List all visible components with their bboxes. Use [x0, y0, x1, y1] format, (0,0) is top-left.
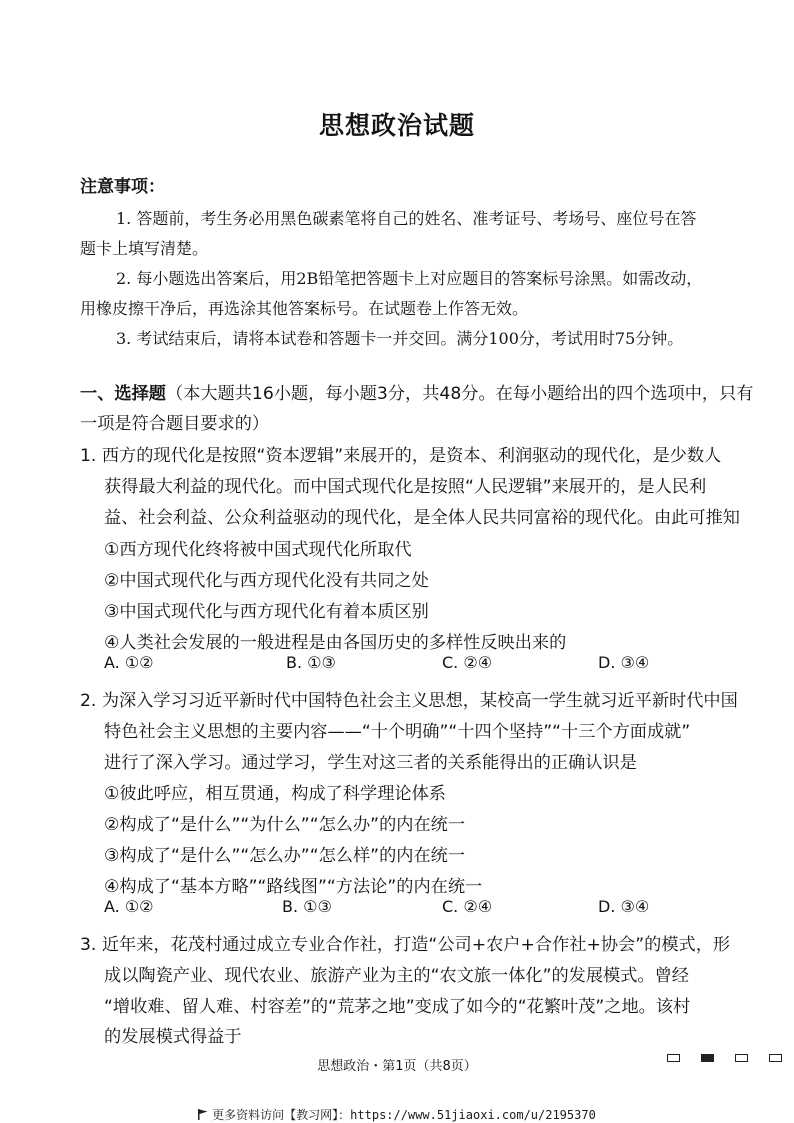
page-marker-box	[735, 1054, 748, 1062]
section-description-line-2: 一项是符合题目要求的）	[80, 414, 270, 434]
page-footer: 思想政治・第1页（共8页）	[317, 1059, 477, 1074]
notice-item-1-line-2: 题卡上填写清楚。	[80, 239, 209, 258]
page-marker-box	[667, 1054, 680, 1062]
question-1-item-4: ④人类社会发展的一般进程是由各国历史的多样性反映出来的	[104, 633, 567, 653]
question-2-item-3: ③构成了“是什么”“怎么办”“怎么样”的内在统一	[104, 846, 466, 866]
page-marker-box	[769, 1054, 782, 1062]
page-marker-box-filled	[701, 1054, 714, 1062]
question-1-stem-line-3: 益、社会利益、公众利益驱动的现代化，是全体人民共同富裕的现代化。由此可推知	[104, 508, 740, 528]
question-1-option-b: B. ①③	[286, 653, 336, 672]
notice-item-2-line-1: 2. 每小题选出答案后，用2B铅笔把答题卡上对应题目的答案标号涂黑。如需改动，	[116, 269, 703, 288]
question-2-option-c: C. ②④	[442, 897, 493, 916]
section-heading: 一、选择题	[80, 384, 166, 404]
flag-icon	[198, 1109, 208, 1120]
section-description: （本大题共16小题，每小题3分，共48分。在每小题给出的四个选项中，只有	[165, 384, 754, 404]
section-heading-line	[80, 379, 753, 404]
question-2-item-1: ①彼此呼应，相互贯通，构成了科学理论体系	[104, 784, 446, 804]
question-1-stem-line-2: 获得最大利益的现代化。而中国式现代化是按照“人民逻辑”来展开的，是人民利	[104, 477, 707, 497]
page-title: 思想政治试题	[318, 111, 475, 140]
notice-item-1-line-1: 1. 答题前，考生务必用黑色碳素笔将自己的姓名、准考证号、考场号、座位号在答	[116, 209, 697, 228]
resource-link-text[interactable]: 更多资料访问【教习网】：https://www.51jiaoxi.com/u/2195370	[212, 1108, 596, 1122]
question-1-item-2: ②中国式现代化与西方现代化没有共同之处	[104, 571, 429, 591]
question-1-option-a: A. ①②	[104, 653, 154, 672]
question-3-stem-line-3: “增收难、留人难、村容差”的“荒茅之地”变成了如今的“花繁叶茂”之地。该村	[104, 997, 691, 1017]
resource-link-line[interactable]	[0, 1106, 794, 1123]
question-3-stem-line-4: 的发展模式得益于	[104, 1027, 242, 1047]
question-2-stem-line-2: 特色社会主义思想的主要内容——“十个明确”“十四个坚持”“十三个方面成就”	[104, 722, 691, 742]
notice-heading: 注意事项：	[80, 177, 165, 197]
question-1-option-c: C. ②④	[442, 653, 493, 672]
question-2-option-b: B. ①③	[282, 897, 332, 916]
question-1-item-3: ③中国式现代化与西方现代化有着本质区别	[104, 602, 429, 622]
question-2-item-2: ②构成了“是什么”“为什么”“怎么办”的内在统一	[104, 815, 466, 835]
question-1-item-1: ①西方现代化终将被中国式现代化所取代	[104, 540, 412, 560]
question-2-item-4: ④构成了“基本方略”“路线图”“方法论”的内在统一	[104, 877, 483, 897]
question-3-stem-line-2: 成以陶瓷产业、现代农业、旅游产业为主的“农文旅一体化”的发展模式。曾经	[104, 966, 689, 986]
question-1-stem-line-1: 1. 西方的现代化是按照“资本逻辑”来展开的，是资本、利润驱动的现代化，是少数人	[80, 446, 722, 466]
question-2-stem-line-1: 2. 为深入学习习近平新时代中国特色社会主义思想，某校高一学生就习近平新时代中国	[80, 691, 738, 711]
question-1-option-d: D. ③④	[598, 653, 650, 672]
question-3-stem-line-1: 3. 近年来，花茂村通过成立专业合作社，打造“公司+农户+合作社+协会”的模式，形	[80, 935, 731, 955]
question-2-option-d: D. ③④	[598, 897, 650, 916]
question-2-option-a: A. ①②	[104, 897, 154, 916]
notice-item-3-line-1: 3. 考试结束后，请将本试卷和答题卡一并交回。满分100分，考试用时75分钟。	[116, 329, 684, 348]
question-2-stem-line-3: 进行了深入学习。通过学习，学生对这三者的关系能得出的正确认识是	[104, 753, 637, 773]
notice-item-2-line-2: 用橡皮擦干净后，再选涂其他答案标号。在试题卷上作答无效。	[80, 299, 529, 318]
